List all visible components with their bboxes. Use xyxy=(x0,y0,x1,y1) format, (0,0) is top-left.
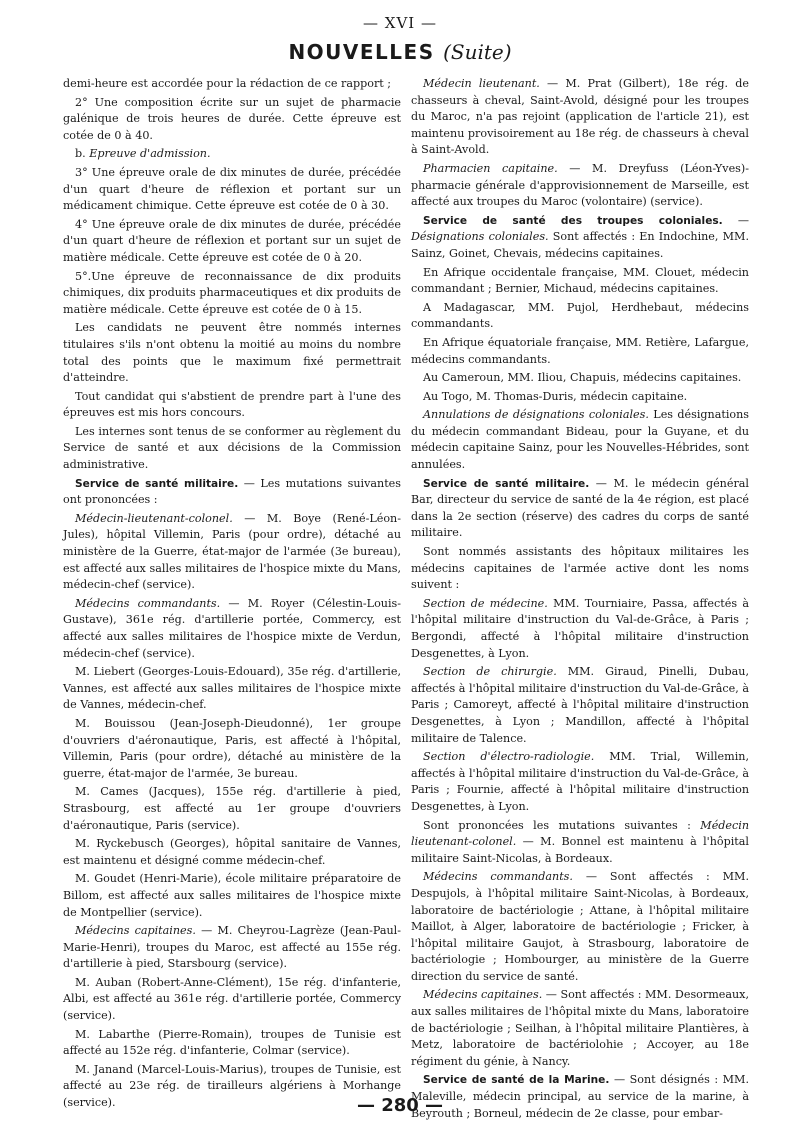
paragraph xyxy=(63,320,401,386)
paragraph xyxy=(63,784,401,834)
paragraph xyxy=(411,818,749,868)
paragraph-text: b. xyxy=(75,147,90,161)
paragraph-text: — Sont affectés : MM. Desormeaux, aux salles militaires de l'hôpital mixte du Mans, laboratoire de bactériologie ; Seilhan, à l'hôpital militaire Plantières, à Metz, laboratoire de bactériolohie ; Accoyer, au 18e régiment du génie, à Nancy. xyxy=(411,988,749,1068)
paragraph-text: — M. Boye (René-Léon-Jules), hôpital Villemin, Paris (pour ordre), détaché au ministère de la Guerre, état-major de l'armée (3e bureau), est affecté aux salles militaires de l'hospice mixte du Mans, médecin-chef (service). xyxy=(63,511,401,592)
paragraph-text: — M. Dreyfuss (Léon-Yves)-pharmacie générale d'approvisionnement de Marseille, est affecté aux troupes du Maroc (volontaire) (service). xyxy=(411,161,749,209)
paragraph-text: A Madagascar, MM. Pujol, Herdhebaut, médecins commandants. xyxy=(411,300,749,331)
paragraph-text: M. Goudet (Henri-Marie), école militaire préparatoire de Billom, est affecté aux salles militaires de l'hospice mixte de Montpellier (service). xyxy=(63,872,401,919)
paragraph-text: — Les mutations suivantes ont prononcées : xyxy=(63,476,401,507)
paragraph-text: En Afrique occidentale française, MM. Clouet, médecin commandant ; Bernier, Michaud, médecins capitaines. xyxy=(411,265,749,296)
paragraph xyxy=(63,76,401,93)
paragraph-text: Les candidats ne peuvent être nommés internes titulaires s'ils n'ont obtenu la moitié au moins du nombre total des points que le maximum fixé permettrait d'atteindre. xyxy=(63,321,401,385)
page-number: — 280 — xyxy=(356,1095,444,1116)
paragraph xyxy=(411,389,749,406)
paragraph xyxy=(411,869,749,985)
paragraph-text: Au Cameroun, MM. Iliou, Chapuis, médecins capitaines. xyxy=(423,371,742,385)
paragraph xyxy=(411,476,749,542)
paragraph xyxy=(63,923,401,973)
paragraph xyxy=(411,544,749,594)
italic-heading: Epreuve d'admission. xyxy=(89,147,211,161)
paragraph-text: — Sont affectés : MM. Despujols, à l'hôpital militaire Saint-Nicolas, à Bordeaux, laboratoire de bactériologie ; Attane, à l'hôpital militaire Maillot, à Alger, laboratoire de bactériologie ; Fricker, à l'hôpital militaire Gaujot, à Strasbourg, laboratoire de bactériologie ; Hombourger, au ministère de la Guerre direction du service de santé. xyxy=(411,870,750,983)
paragraph-text: Tout candidat qui s'abstient de prendre part à l'une des épreuves est mis hors concours. xyxy=(63,389,401,420)
paragraph-text: 2° Une composition écrite sur un sujet de pharmacie galénique de trois heures de durée. Cette épreuve est cotée de 0 à 40. xyxy=(63,95,401,142)
italic-heading: Pharmacien capitaine. xyxy=(423,161,558,175)
paragraph-text: — M. Cheyrou-Lagrèze (Jean-Paul-Marie-Henri), troupes du Maroc, est affecté au 155e rég. d'artillerie à pied, Starsbourg (service). xyxy=(63,924,401,971)
bold-heading: Service de santé militaire. xyxy=(423,477,590,490)
page-title xyxy=(0,40,800,64)
paragraph-text: Sont nommés assistants des hôpitaux militaires les médecins capitaines de l'armée active dont les noms suivent : xyxy=(411,545,749,592)
paragraph xyxy=(411,213,749,263)
paragraph-text: Les désignations du médecin commandant Bideau, pour la Guyane, et du médecin capitaine Sainz, pour les Nouvelles-Hébrides, sont annulées. xyxy=(411,408,749,472)
paragraph xyxy=(63,511,401,594)
paragraph-text: — M. Bonnel est maintenu à l'hôpital militaire Saint-Nicolas, à Bordeaux. xyxy=(411,835,749,865)
paragraph-text: 4° Une épreuve orale de dix minutes de durée, précédée d'un quart d'heure de réflexion et portant sur un sujet de matière médicale. Cette épreuve est cotée de 0 à 20. xyxy=(63,217,401,264)
bold-heading: Service de santé militaire. xyxy=(75,477,239,490)
paragraph-text: M. Janand (Marcel-Louis-Marius), troupes de Tunisie, est affecté au 23e rég. de tirailleurs algériens à Morhange (service). xyxy=(63,1062,401,1110)
paragraph xyxy=(411,370,749,387)
paragraph-text: Sont prononcées les mutations suivantes : xyxy=(423,818,701,832)
paragraph xyxy=(63,476,401,509)
paragraph-text: M. Liebert (Georges-Louis-Edouard), 35e rég. d'artillerie, Vannes, est affecté aux salles militaires de l'hospice mixte de Vannes, médecin-chef. xyxy=(63,665,401,712)
paragraph xyxy=(411,987,749,1070)
paragraph-text: 5°.Une épreuve de reconnaissance de dix produits chimiques, dix produits pharmaceutiques et dix produits de matière médicale. Cette épreuve est cotée de 0 à 15. xyxy=(63,269,401,316)
paragraph xyxy=(411,664,749,747)
paragraph xyxy=(63,975,401,1025)
italic-heading: Annulations de désignations coloniales. xyxy=(423,408,649,422)
paragraph-text: MM. Tourniaire, Passa, affectés à l'hôpital militaire d'instruction du Val-de-Grâce, à Paris ; Bergondi, affecté à l'hôpital militaire d'instruction Desgenettes, à Lyon. xyxy=(411,596,750,660)
italic-heading: Médecin lieutenant. xyxy=(423,77,540,90)
paragraph xyxy=(411,407,749,473)
paragraph xyxy=(63,95,401,145)
paragraph xyxy=(63,871,401,921)
italic-heading: Médecin-lieutenant-colonel. xyxy=(75,511,233,525)
left-column xyxy=(63,76,401,1114)
paragraph-text: — M. Royer (Célestin-Louis-Gustave), 361e rég. d'artillerie portée, Commercy, est affecté aux salles militaires de l'hospice mixte de Verdun, médecin-chef (service). xyxy=(63,596,401,660)
title-main: NOUVELLES xyxy=(288,40,435,64)
paragraph xyxy=(63,596,401,662)
paragraph xyxy=(63,269,401,319)
italic-heading: Médecin lieutenant-colonel. xyxy=(411,818,749,849)
italic-heading: Médecins commandants. xyxy=(75,596,221,610)
paragraph-text: M. Bouissou (Jean-Joseph-Dieudonné), 1er groupe d'ouvriers d'aéronautique, Paris, est affecté à l'hôpital, Villemin, Paris (pour ordre), détaché au ministère de la guerre, état-major de l'armée, 3e bureau. xyxy=(63,716,401,780)
italic-heading: Désignations coloniales. xyxy=(411,230,549,244)
paragraph-text: M. Ryckebusch (Georges), hôpital sanitaire de Vannes, est maintenu et désigné comme médecin-chef. xyxy=(63,837,401,867)
paragraph-text: — xyxy=(722,213,750,227)
roman-page-marker: — XVI — xyxy=(363,14,437,32)
paragraph xyxy=(411,749,749,815)
italic-heading: Médecins capitaines. xyxy=(423,988,543,1002)
paragraph-text: demi-heure est accordée pour la rédaction de ce rapport ; xyxy=(63,77,392,90)
paragraph-text: — M. Prat (Gilbert), 18e rég. de chasseurs à cheval, Saint-Avold, désigné pour les troupes du Maroc, n'a pas rejoint (application de l'article 21), est maintenu provisoirement au 18e rég. de chasseurs à cheval à Saint-Avold. xyxy=(411,77,749,157)
paragraph xyxy=(63,716,401,782)
paragraph xyxy=(63,217,401,267)
paragraph xyxy=(63,424,401,474)
paragraph-text: Sont affectés : En Indochine, MM. Sainz, Goinet, Chevais, médecins capitaines. xyxy=(411,230,749,260)
paragraph xyxy=(63,1027,401,1060)
paragraph-text: Les internes sont tenus de se conformer au règlement du Service de santé et aux décisions de la Commission administrative. xyxy=(63,424,401,472)
paragraph-text: — M. le médecin général Bar, directeur du service de santé de la 4e région, est placé dans la 2e section (réserve) des cadres du corps de santé militaire. xyxy=(411,476,749,540)
paragraph xyxy=(63,165,401,215)
paragraph-text: — Sont désignés : MM. Maleville, médecin principal, au service de la marine, à Beyrouth ; Borneul, médecin de 2e classe, pour embar- xyxy=(411,1073,749,1120)
title-suffix: (Suite) xyxy=(443,40,512,64)
right-column xyxy=(411,76,749,1124)
paragraph-text: M. Auban (Robert-Anne-Clément), 15e rég. d'infanterie, Albi, est affecté au 361e rég. d'artillerie portée, Commercy (service). xyxy=(63,975,401,1023)
paragraph-text: MM. Trial, Willemin, affectés à l'hôpital militaire d'instruction du Val-de-Grâce, à Paris ; Fournie, affecté à l'hôpital militaire d'instruction Desgenettes, à Lyon. xyxy=(411,750,749,813)
paragraph-text: Au Togo, M. Thomas-Duris, médecin capitaine. xyxy=(423,389,688,403)
paragraph xyxy=(411,161,749,211)
bold-heading: Service de santé des troupes coloniales. xyxy=(423,214,723,227)
paragraph-text: MM. Giraud, Pinelli, Dubau, affectés à l'hôpital militaire d'instruction du Val-de-Grâce, à Paris ; Camoreyt, affecté à l'hôpital militaire d'instruction Desgenettes, à Lyon ; Mandillon, affecté à l'hôpital militaire de Talence. xyxy=(411,665,749,745)
italic-heading: Section d'électro-radiologie. xyxy=(423,750,595,764)
paragraph xyxy=(411,335,749,368)
paragraph xyxy=(411,76,749,159)
paragraph-text: M. Labarthe (Pierre-Romain), troupes de Tunisie est affecté au 152e rég. d'infanterie, Colmar (service). xyxy=(63,1027,401,1058)
paragraph xyxy=(411,300,749,333)
paragraph-text: En Afrique équatoriale française, MM. Retière, Lafargue, médecins commandants. xyxy=(411,335,749,366)
italic-heading: Section de médecine. xyxy=(423,596,548,610)
italic-heading: Médecins commandants. xyxy=(423,870,573,884)
italic-heading: Médecins capitaines. xyxy=(75,924,196,938)
paragraph xyxy=(63,389,401,422)
italic-heading: Section de chirurgie. xyxy=(423,665,557,679)
paragraph xyxy=(63,146,401,163)
paragraph xyxy=(63,664,401,714)
paragraph xyxy=(63,836,401,869)
bold-heading: Service de santé de la Marine. xyxy=(423,1074,610,1087)
paragraph-text: 3° Une épreuve orale de dix minutes de durée, précédée d'un quart d'heure de réflexion et portant sur un médicament chimique. Cette épreuve est cotée de 0 à 30. xyxy=(63,165,401,213)
paragraph-text: M. Cames (Jacques), 155e rég. d'artillerie à pied, Strasbourg, est affecté au 1er groupe d'ouvriers d'aéronautique, Paris (service). xyxy=(63,785,401,832)
paragraph xyxy=(411,596,749,662)
paragraph xyxy=(411,265,749,298)
